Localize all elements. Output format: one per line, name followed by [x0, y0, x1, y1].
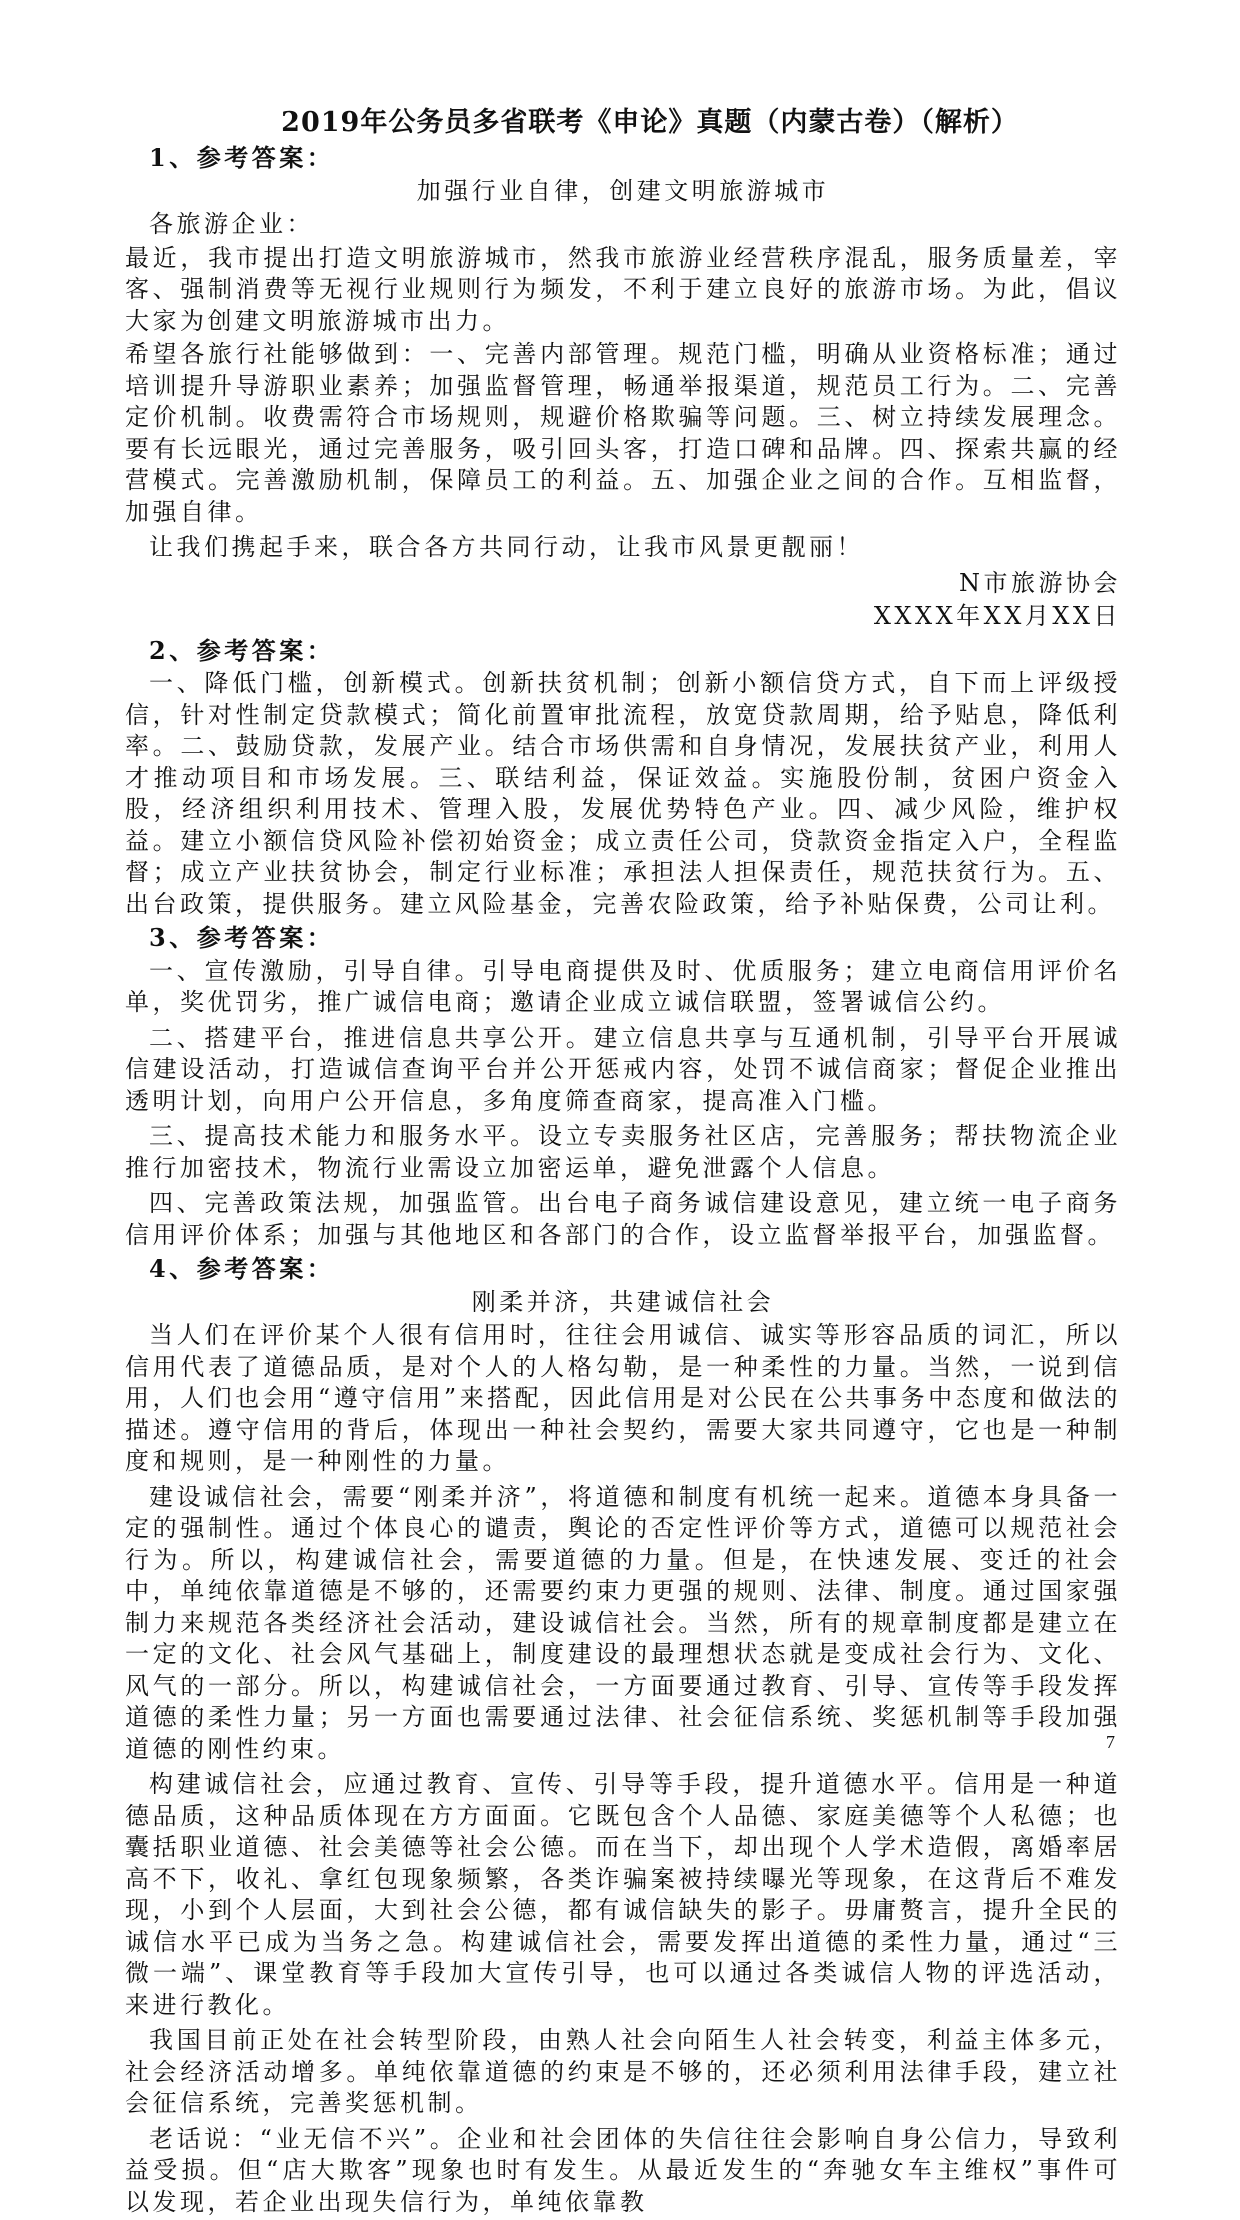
section-1-heading: 1、参考答案： [149, 143, 335, 172]
paragraph: 最近，我市提出打造文明旅游城市，然我市旅游业经营秩序混乱，服务质量差，宰客、强制消费等无视行业规则行为频发，不利于建立良好的旅游市场。为此，倡议大家为创建文明旅游城市出力。 [125, 243, 1121, 335]
paragraph: 三、提高技术能力和服务水平。设立专卖服务社区店，完善服务；帮扶物流企业推行加密技术，物流行业需设立加密运单，避免泄露个人信息。 [125, 1122, 1121, 1182]
paragraph: 建设诚信社会，需要“刚柔并济”，将道德和制度有机统一起来。道德本身具备一定的强制性。通过个体良心的谴责，舆论的否定性评价等方式，道德可以规范社会行为。所以，构建诚信社会，需要道德的力量。但是，在快速发展、变迁的社会中，单纯依靠道德是不够的，还需要约束力更强的规则、法律、制度。通过国家强制力来规范各类经济社会活动，建设诚信社会。当然，所有的规章制度都是建立在一定的文化、社会风气基础上，制度建设的最理想状态就是变成社会行为、文化、风气的一部分。所以，构建诚信社会，一方面要通过教育、引导、宣传等手段发挥道德的柔性力量；另一方面也需要通过法律、社会征信系统、奖惩机制等手段加强道德的刚性约束。 [125, 1482, 1121, 1763]
section-2-heading: 2、参考答案： [149, 635, 335, 665]
closing: 让我们携起手来，联合各方共同行动，让我市风景更靓丽！ [149, 533, 864, 561]
paragraph: 当人们在评价某个人很有信用时，往往会用诚信、诚实等形容品质的词汇，所以信用代表了道德品质，是对个人的人格勾勒，是一种柔性的力量。当然，一说到信用，人们也会用“遵守信用”来搭配，因此信用是对公民在公共事务中态度和做法的描述。遵守信用的背后，体现出一种社会契约，需要大家共同遵守，它也是一种制度和规则，是一种刚性的力量。 [125, 1321, 1121, 1475]
section-4-subtitle: 刚柔并济，共建诚信社会 [471, 1287, 775, 1316]
section-4-heading: 4、参考答案： [149, 1254, 335, 1283]
paragraph: 我国目前正处在社会转型阶段，由熟人社会向陌生人社会转变，利益主体多元，社会经济活动增多。单纯依靠道德的约束是不够的，还必须利用法律手段，建立社会征信系统，完善奖惩机制。 [125, 2026, 1121, 2117]
date: XXXX年XX月XX日 [873, 602, 1121, 630]
paragraph: 构建诚信社会，应通过教育、宣传、引导等手段，提升道德水平。信用是一种道德品质，这种品质体现在方方面面。它既包含个人品德、家庭美德等个人私德；也囊括职业道德、社会美德等社会公德。而在当下，却出现个人学术造假，离婚率居高不下，收礼、拿红包现象频繁，各类诈骗案被持续曝光等现象，在这背后不难发现，小到个人层面，大到社会公德，都有诚信缺失的影子。毋庸赘言，提升全民的诚信水平已成为当务之急。构建诚信社会，需要发挥出道德的柔性力量，通过“三微一端”、课堂教育等手段加大宣传引导，也可以通过各类诚信人物的评选活动，来进行教化。 [125, 1770, 1121, 2019]
document-title: 2019年公务员多省联考《申论》真题（内蒙古卷）（解析） [281, 107, 1019, 138]
paragraph: 一、宣传激励，引导自律。引导电商提供及时、优质服务；建立电商信用评价名单，奖优罚劣，推广诚信电商；邀请企业成立诚信联盟，签署诚信公约。 [125, 956, 1121, 1016]
page-number: 7 [1106, 1732, 1115, 1752]
paragraph: 二、搭建平台，推进信息共享公开。建立信息共享与互通机制，引导平台开展诚信建设活动，打造诚信查询平台并公开惩戒内容，处罚不诚信商家；督促企业推出透明计划，向用户公开信息，多角度筛查商家，提高准入门槛。 [125, 1023, 1121, 1115]
paragraph: 一、降低门槛，创新模式。创新扶贫机制；创新小额信贷方式，自下而上评级授信，针对性制定贷款模式；简化前置审批流程，放宽贷款周期，给予贴息，降低利率。二、鼓励贷款，发展产业。结合市场供需和自身情况，发展扶贫产业，利用人才推动项目和市场发展。三、联结利益，保证效益。实施股份制，贫困户资金入股，经济组织利用技术、管理入股，发展优势特色产业。四、减少风险，维护权益。建立小额信贷风险补偿初始资金；成立责任公司，贷款资金指定入户，全程监督；成立产业扶贫协会，制定行业标准；承担法人担保责任，规范扶贫行为。五、出台政策，提供服务。建立风险基金，完善农险政策，给予补贴保费，公司让利。 [125, 669, 1121, 918]
signature: N市旅游协会 [959, 568, 1121, 597]
paragraph: 希望各旅行社能够做到：一、完善内部管理。规范门槛，明确从业资格标准；通过培训提升导游职业素养；加强监督管理，畅通举报渠道，规范员工行为。二、完善定价机制。收费需符合市场规则，规避价格欺骗等问题。三、树立持续发展理念。要有长远眼光，通过完善服务，吸引回头客，打造口碑和品牌。四、探索共赢的经营模式。完善激励机制，保障员工的利益。五、加强企业之间的合作。互相监督，加强自律。 [125, 340, 1121, 526]
section-3-heading: 3、参考答案： [149, 923, 335, 952]
section-1-subtitle: 加强行业自律，创建文明旅游城市 [416, 176, 830, 205]
document-body [125, 140, 1121, 2220]
paragraph: 老话说：“业无信不兴”。企业和社会团体的失信往往会影响自身公信力，导致利益受损。但“店大欺客”现象也时有发生。从最近发生的“奔驰女车主维权”事件可以发现，若企业出现失信行为，单纯依靠教 [125, 2124, 1121, 2216]
salutation: 各旅游企业： [149, 210, 314, 238]
paragraph: 四、完善政策法规，加强监管。出台电子商务诚信建设意见，建立统一电子商务信用评价体系；加强与其他地区和各部门的合作，设立监督举报平台，加强监督。 [125, 1189, 1121, 1249]
